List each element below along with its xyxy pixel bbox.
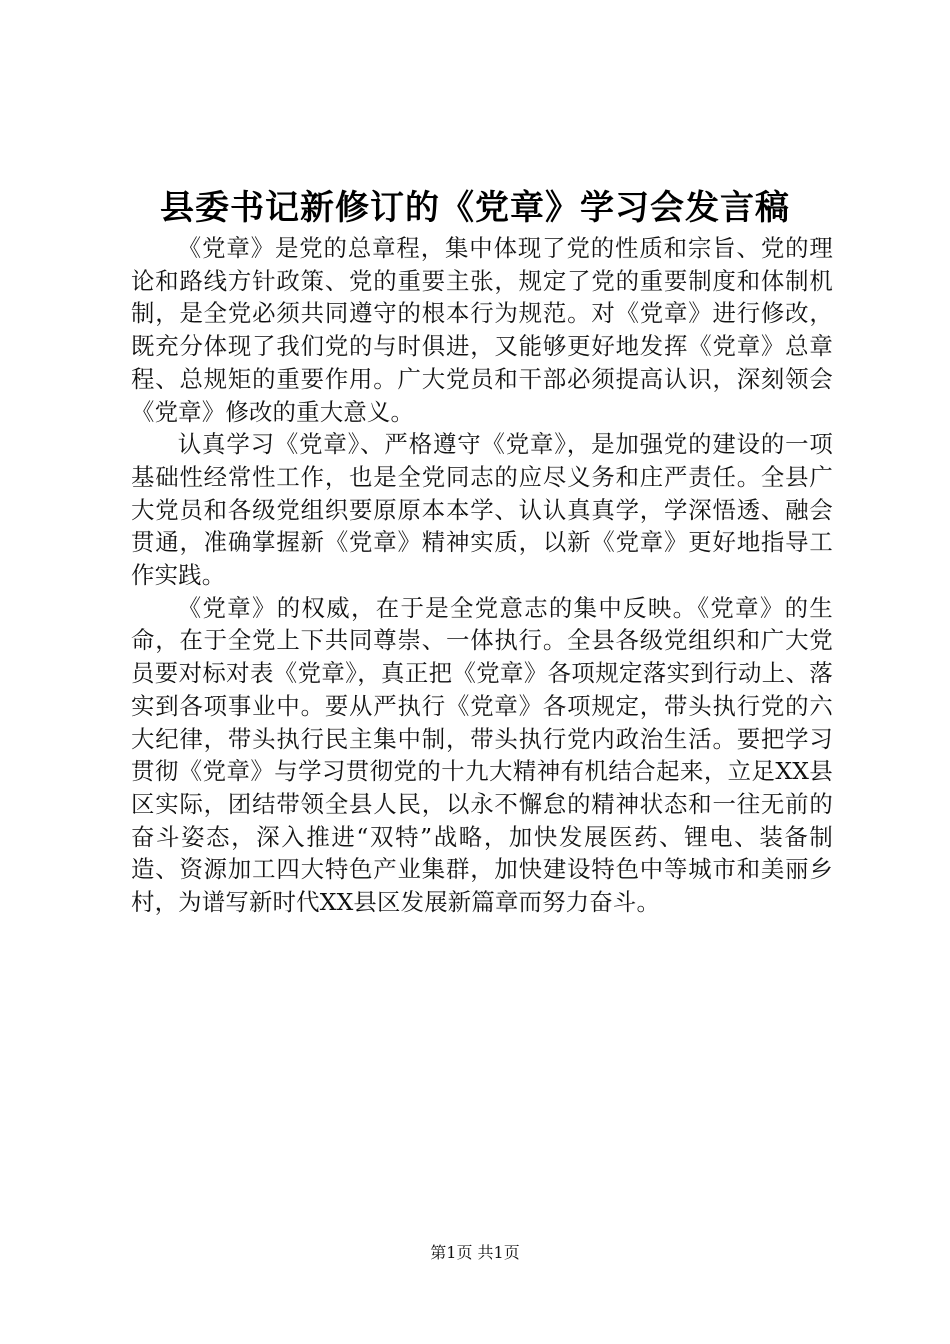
document-title: 县委书记新修订的《党章》学习会发言稿 xyxy=(160,188,790,228)
page-footer: 第1页 共1页 xyxy=(430,1243,520,1262)
paragraph-1: 《党章》是党的总章程，集中体现了党的性质和宗旨、党的理论和路线方针政策、党的重要主张，规定了党的重要制度和体制机制，是全党必须共同遵守的根本行为规范。对《党章》进行修改，既充分体现了我们党的与时俱进，又能够更好地发挥《党章》总章程、总规矩的重要作用。广大党员和干部必须提高认识，深刻领会《党章》修改的重大意义。 xyxy=(131,234,833,426)
document-body xyxy=(131,232,833,919)
paragraph-3: 《党章》的权威，在于是全党意志的集中反映。《党章》的生命，在于全党上下共同尊崇、一体执行。全县各级党组织和广大党员要对标对表《党章》，真正把《党章》各项规定落实到行动上、落实到各项事业中。要从严执行《党章》各项规定，带头执行党的六大纪律，带头执行民主集中制，带头执行党内政治生活。要把学习贯彻《党章》与学习贯彻党的十九大精神有机结合起来，立足XX县区实际，团结带领全县人民，以永不懈怠的精神状态和一往无前的奋斗姿态，深入推进“双特”战略，加快发展医药、锂电、装备制造、资源加工四大特色产业集群，加快建设特色中等城市和美丽乡村，为谱写新时代XX县区发展新篇章而努力奋斗。 xyxy=(131,593,833,917)
paragraph-2: 认真学习《党章》、严格遵守《党章》，是加强党的建设的一项基础性经常性工作，也是全党同志的应尽义务和庄严责任。全县广大党员和各级党组织要原原本本学、认认真真学，学深悟透、融会贯通，准确掌握新《党章》精神实质，以新《党章》更好地指导工作实践。 xyxy=(131,430,833,590)
